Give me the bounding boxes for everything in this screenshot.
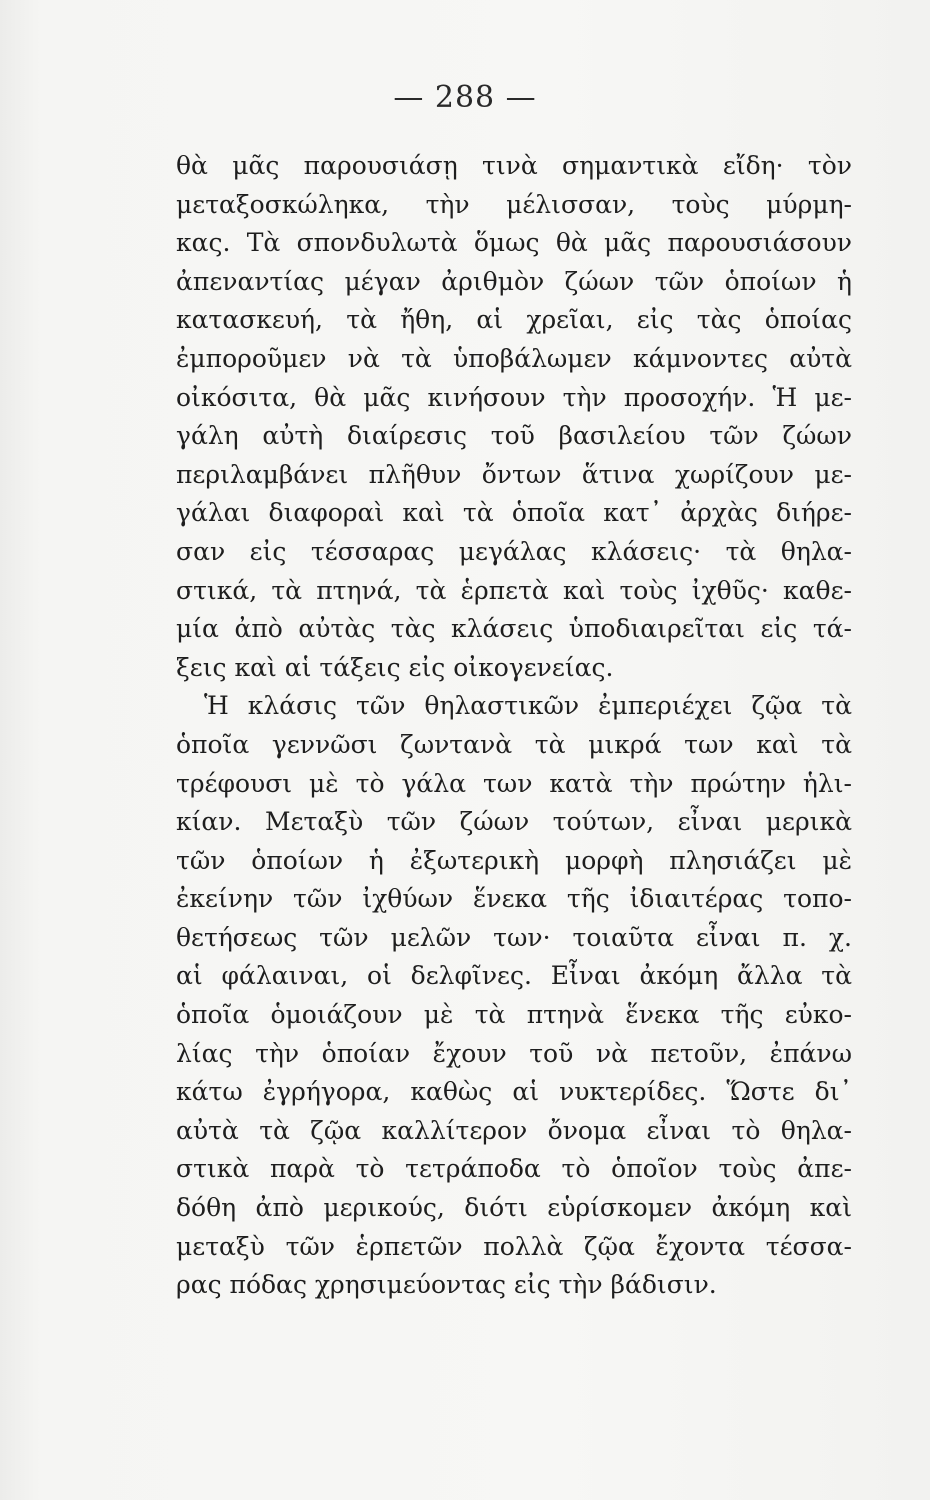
page-number: — 288 — <box>393 80 537 115</box>
text-line: ἐκείνην τῶν ἰχθύων ἕνεκα τῆς ἰδιαιτέρας τοπο- <box>176 884 852 914</box>
text-line: κατασκευή, τὰ ἤθη, αἱ χρεῖαι, εἰς τὰς ὁποίας <box>176 305 852 335</box>
text-line: αὐτὰ τὰ ζῷα καλλίτερον ὄνομα εἶναι τὸ θηλα- <box>176 1115 852 1145</box>
text-line: ἐμποροῦμεν νὰ τὰ ὑποβάλωμεν κάμνοντες αὐτὰ <box>176 343 852 373</box>
text-line: περιλαμβάνει πλῆθυν ὄντων ἅτινα χωρίζουν με- <box>176 459 852 489</box>
text-line: τῶν ὁποίων ἡ ἐξωτερικὴ μορφὴ πλησιάζει μὲ <box>176 845 852 875</box>
body-text <box>176 147 852 1305</box>
text-line: κίαν. Μεταξὺ τῶν ζώων τούτων, εἶναι μερικὰ <box>176 807 852 837</box>
text-line: σαν εἰς τέσσαρας μεγάλας κλάσεις· τὰ θηλα- <box>176 536 852 566</box>
text-line: κας. Τὰ σπονδυλωτὰ ὅμως θὰ μᾶς παρουσιάσουν <box>176 228 852 258</box>
text-line: δόθη ἀπὸ μερικούς, διότι εὑρίσκομεν ἀκόμη καὶ <box>176 1193 852 1223</box>
text-line: τρέφουσι μὲ τὸ γάλα των κατὰ τὴν πρώτην ἡλι- <box>176 768 852 798</box>
text-line: γάλαι διαφοραὶ καὶ τὰ ὁποῖα κατ᾽ ἀρχὰς διήρε- <box>176 498 852 528</box>
text-line: λίας τὴν ὁποίαν ἔχουν τοῦ νὰ πετοῦν, ἐπάνω <box>176 1038 852 1068</box>
text-line: στικὰ παρὰ τὸ τετράποδα τὸ ὁποῖον τοὺς ἀπε- <box>176 1154 852 1184</box>
text-line: γάλη αὐτὴ διαίρεσις τοῦ βασιλείου τῶν ζώων <box>176 421 852 451</box>
text-line: θὰ μᾶς παρουσιάσῃ τινὰ σημαντικὰ εἴδη· τὸν <box>176 151 852 180</box>
text-line: στικά, τὰ πτηνά, τὰ ἑρπετὰ καὶ τοὺς ἰχθῦς· καθε- <box>176 575 852 605</box>
text-line: Ἡ κλάσις τῶν θηλαστικῶν ἐμπεριέχει ζῷα τὰ <box>204 691 852 721</box>
text-line: μεταξὺ τῶν ἑρπετῶν πολλὰ ζῷα ἔχοντα τέσσα- <box>176 1231 852 1261</box>
text-line: οἰκόσιτα, θὰ μᾶς κινήσουν τὴν προσοχήν. Ἡ με- <box>176 382 852 412</box>
text-line: ἀπεναντίας μέγαν ἀριθμὸν ζώων τῶν ὁποίων ἡ <box>176 266 852 296</box>
text-line: ὁποῖα ὁμοιάζουν μὲ τὰ πτηνὰ ἕνεκα τῆς εὐκο- <box>176 1000 852 1030</box>
text-line: μεταξοσκώληκα, τὴν μέλισσαν, τοὺς μύρμη- <box>176 189 852 219</box>
text-line: θετήσεως τῶν μελῶν των· τοιαῦτα εἶναι π. χ. <box>176 922 852 952</box>
text-line: μία ἀπὸ αὐτὰς τὰς κλάσεις ὑποδιαιρεῖται εἰς τά- <box>176 614 852 644</box>
text-line: αἱ φάλαιναι, οἱ δελφῖνες. Εἶναι ἀκόμη ἄλλα τὰ <box>176 961 852 991</box>
text-line: ὁποῖα γεννῶσι ζωντανὰ τὰ μικρά των καὶ τὰ <box>176 729 852 759</box>
text-line: ρας πόδας χρησιμεύοντας εἰς τὴν βάδισιν. <box>176 1270 717 1300</box>
text-line: ξεις καὶ αἱ τάξεις εἰς οἰκογενείας. <box>176 652 614 682</box>
text-line: κάτω ἐγρήγορα, καθὼς αἱ νυκτερίδες. Ὥστε δι᾽ <box>176 1077 852 1107</box>
